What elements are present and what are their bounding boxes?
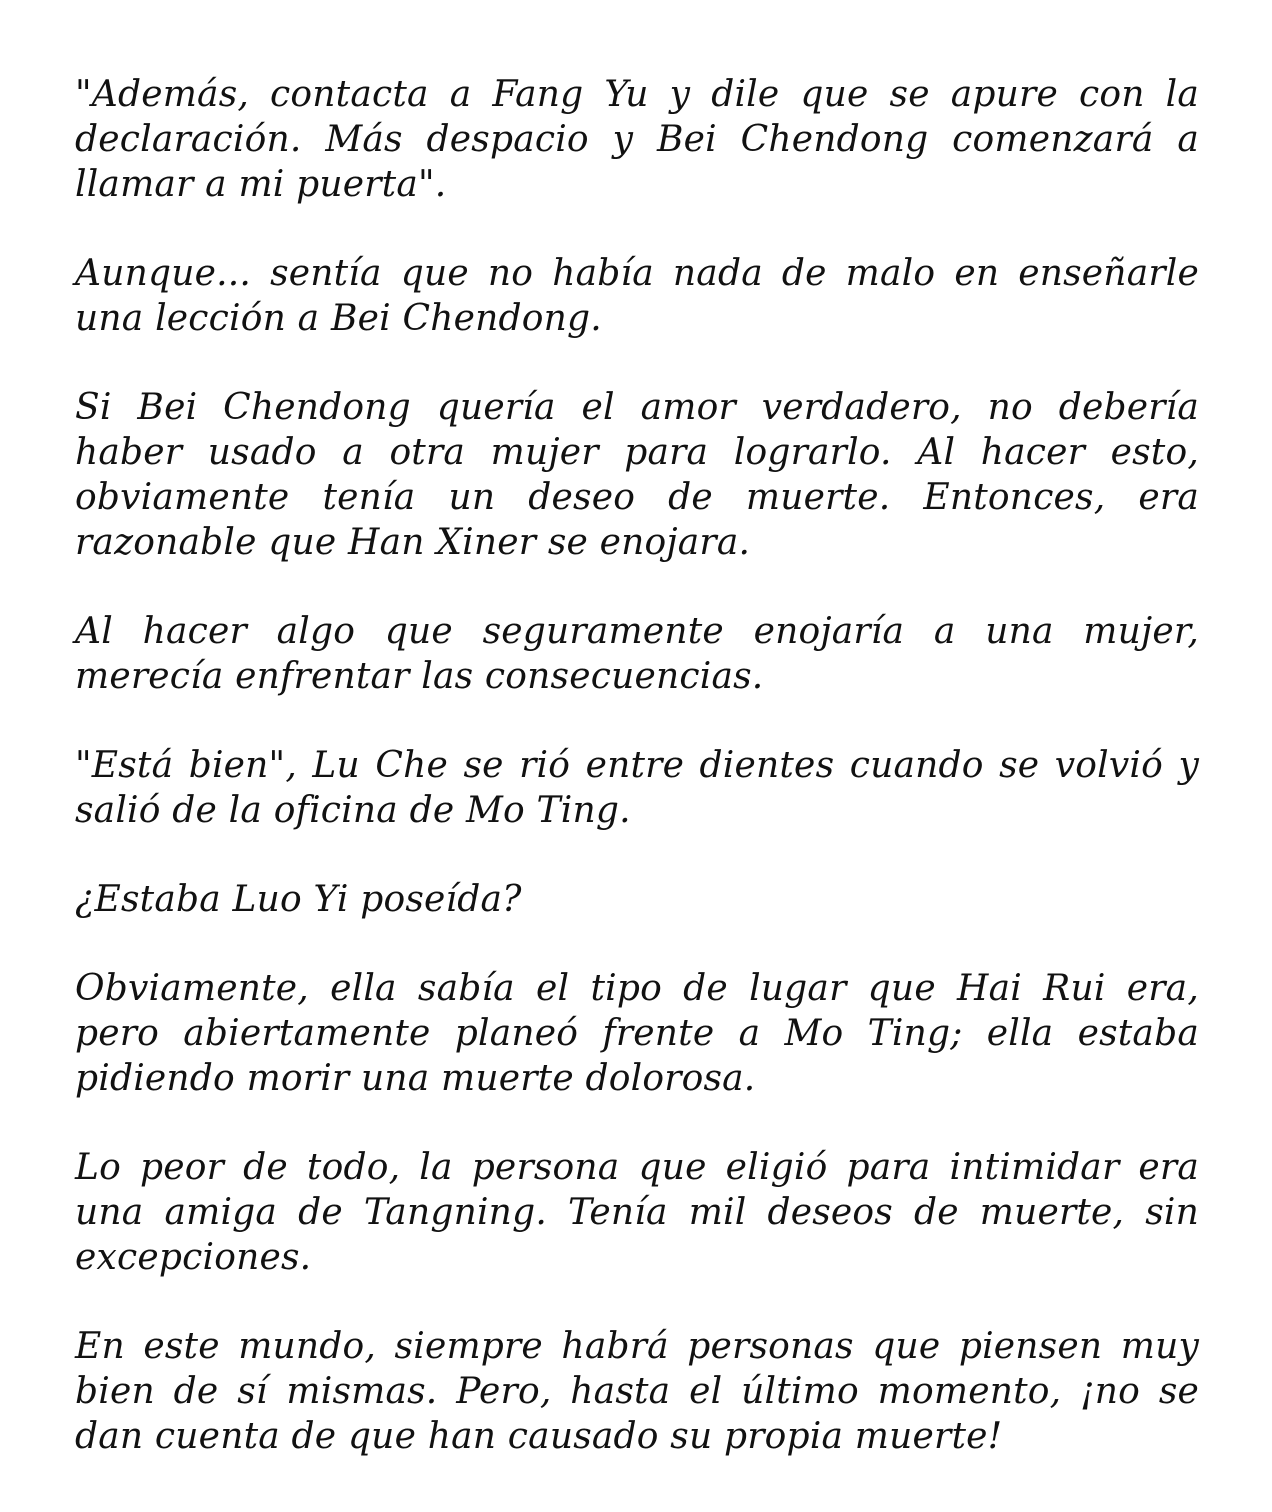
document-page	[75, 72, 1199, 1503]
paragraph-8: Lo peor de todo, la persona que eligió para intimidar era una amiga de Tangning. Tenía mil deseos de muerte, sin excepciones.	[75, 1147, 1199, 1278]
paragraph-4: Al hacer algo que seguramente enojaría a una mujer, merecía enfrentar las consecuencias.	[75, 611, 1199, 697]
paragraph-6: ¿Estaba Luo Yi poseída?	[75, 879, 522, 920]
paragraph-2: Aunque... sentía que no había nada de malo en enseñarle una lección a Bei Chendong.	[75, 253, 1199, 339]
paragraph-5: "Está bien", Lu Che se rió entre dientes cuando se volvió y salió de la oficina de Mo Ting.	[75, 745, 1199, 831]
paragraph-3: Si Bei Chendong quería el amor verdadero, no debería haber usado a otra mujer para lograrlo. Al hacer esto, obviamente tenía un deseo de muerte. Entonces, era razonable que Han Xiner se enojara.	[75, 387, 1199, 563]
paragraph-7: Obviamente, ella sabía el tipo de lugar que Hai Rui era, pero abiertamente planeó frente a Mo Ting; ella estaba pidiendo morir una muerte dolorosa.	[75, 968, 1199, 1099]
paragraph-9: En este mundo, siempre habrá personas que piensen muy bien de sí mismas. Pero, hasta el último momento, ¡no se dan cuenta de que han causado su propia muerte!	[75, 1326, 1199, 1457]
paragraph-1: "Además, contacta a Fang Yu y dile que se apure con la declaración. Más despacio y Bei Chendong comenzará a llamar a mi puerta".	[75, 74, 1199, 205]
